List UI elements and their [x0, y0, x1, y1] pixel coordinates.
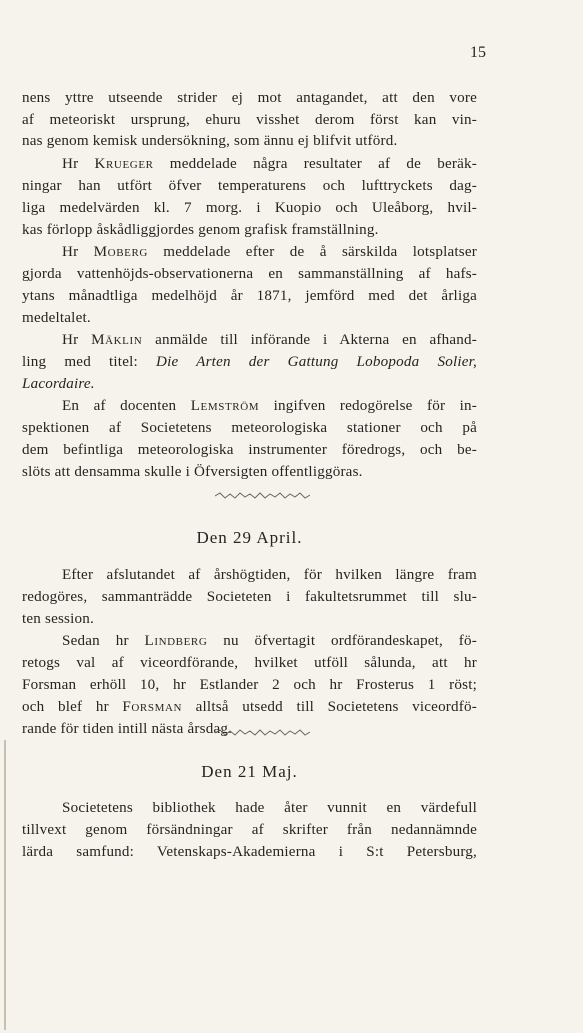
text-run: alltså utsedd till Societetens viceordfö-	[182, 699, 477, 715]
text-run: nens yttre utseende strider ej mot antagandet, att den vore	[22, 90, 477, 106]
text-line	[22, 286, 477, 306]
text-line	[22, 110, 477, 130]
text-run: och blef hr	[22, 699, 123, 715]
section-heading-april: Den 29 April.	[196, 528, 303, 547]
text-line	[22, 587, 477, 607]
text-run: Forsman erhöll 10, hr Estlander 2 och hr Frosterus 1 röst;	[22, 677, 477, 693]
italic-title: Die Arten der Gattung Lobopoda Solier,	[155, 354, 478, 370]
text-line	[22, 308, 477, 328]
text-line	[62, 396, 477, 416]
text-line	[62, 242, 477, 262]
text-run: Hr	[62, 156, 95, 172]
text-line	[22, 462, 477, 482]
text-line	[62, 330, 477, 350]
text-line	[22, 697, 477, 717]
name-smallcaps: Forsman	[122, 699, 183, 715]
text-line	[22, 418, 477, 438]
text-run: kas förlopp åskådliggjordes genom grafisk framställning.	[22, 222, 379, 238]
text-line	[22, 220, 477, 240]
text-run: af meteoriskt ursprung, ehuru visshet derom först kan vin-	[22, 112, 477, 128]
text-line	[22, 653, 477, 673]
text-run: gjorda vattenhöjds-observationerna en sammanställning af hafs-	[22, 266, 477, 282]
text-run: Hr	[62, 244, 94, 260]
text-run: ytans månadtliga medelhöjd år 1871, jemförd med det årliga	[22, 288, 477, 304]
text-run: ling med titel:	[22, 354, 156, 370]
text-line	[22, 842, 477, 862]
text-line	[62, 631, 477, 651]
text-run: redogöres, sammanträdde Societeten i fakultetsrummet till slu-	[22, 589, 477, 605]
text-line	[22, 609, 477, 629]
text-run: spektionen af Societetens meteorologiska stationer och på	[22, 420, 477, 436]
text-run: En af docenten	[62, 398, 191, 414]
text-run: Societetens bibliothek hade åter vunnit en värdefull	[62, 800, 477, 816]
text-run: ningar han utfört öfver temperaturens och lufttryckets dag-	[22, 178, 477, 194]
text-run: liga medelvärden kl. 7 morg. i Kuopio och Uleåborg, hvil-	[22, 200, 477, 216]
text-run: anmälde till införande i Akterna en afhand-	[142, 332, 477, 348]
name-smallcaps: Lemström	[190, 398, 260, 414]
text-line	[22, 440, 477, 460]
ornamental-divider	[215, 492, 310, 500]
text-run: Efter afslutandet af årshögtiden, för hvilken längre fram	[62, 567, 477, 583]
text-line	[22, 820, 477, 840]
text-run: Hr	[62, 332, 92, 348]
text-run: ingifven redogörelse för in-	[259, 398, 477, 414]
text-line	[62, 798, 477, 818]
text-line	[22, 198, 477, 218]
text-run: nas genom kemisk undersökning, som ännu ej blifvit utförd.	[22, 133, 398, 149]
text-line	[22, 374, 477, 394]
text-run: slöts att densamma skulle i Öfversigten offentliggöras.	[22, 464, 363, 480]
text-line	[62, 565, 477, 585]
text-line	[22, 88, 477, 108]
text-run: medeltalet.	[22, 310, 91, 326]
ornamental-divider	[215, 729, 310, 737]
section-heading-may: Den 21 Maj.	[201, 762, 298, 781]
page-number: 15	[470, 44, 486, 61]
text-line	[62, 154, 477, 174]
text-line	[22, 131, 477, 151]
text-run: meddelade några resultater af de beräk-	[153, 156, 477, 172]
name-smallcaps: Moberg	[93, 244, 148, 260]
page-edge-mark	[4, 740, 6, 1030]
name-smallcaps: Mäklin	[91, 332, 143, 348]
text-run: retogs val af viceordförande, hvilket utföll sålunda, att hr	[22, 655, 477, 671]
text-line	[22, 176, 477, 196]
italic-title: Lacordaire.	[22, 376, 95, 392]
text-line	[22, 264, 477, 284]
name-smallcaps: Lindberg	[144, 633, 208, 649]
text-run: dem befintliga meteorologiska instrumenter föredrogs, och be-	[22, 442, 477, 458]
text-line	[22, 352, 477, 372]
name-smallcaps: Krueger	[94, 156, 154, 172]
text-run: tillvext genom försändningar af skrifter från nedannämnde	[22, 822, 477, 838]
text-run: ten session.	[22, 611, 94, 627]
text-run: meddelade efter de å särskilda lotsplatser	[147, 244, 477, 260]
text-run: Sedan hr	[62, 633, 145, 649]
text-line	[22, 675, 477, 695]
text-run: lärda samfund: Vetenskaps-Akademierna i S:t Petersburg,	[22, 844, 477, 860]
text-run: nu öfvertagit ordförandeskapet, fö-	[207, 633, 477, 649]
text-run: rande för tiden intill nästa årsdag.	[22, 721, 233, 737]
